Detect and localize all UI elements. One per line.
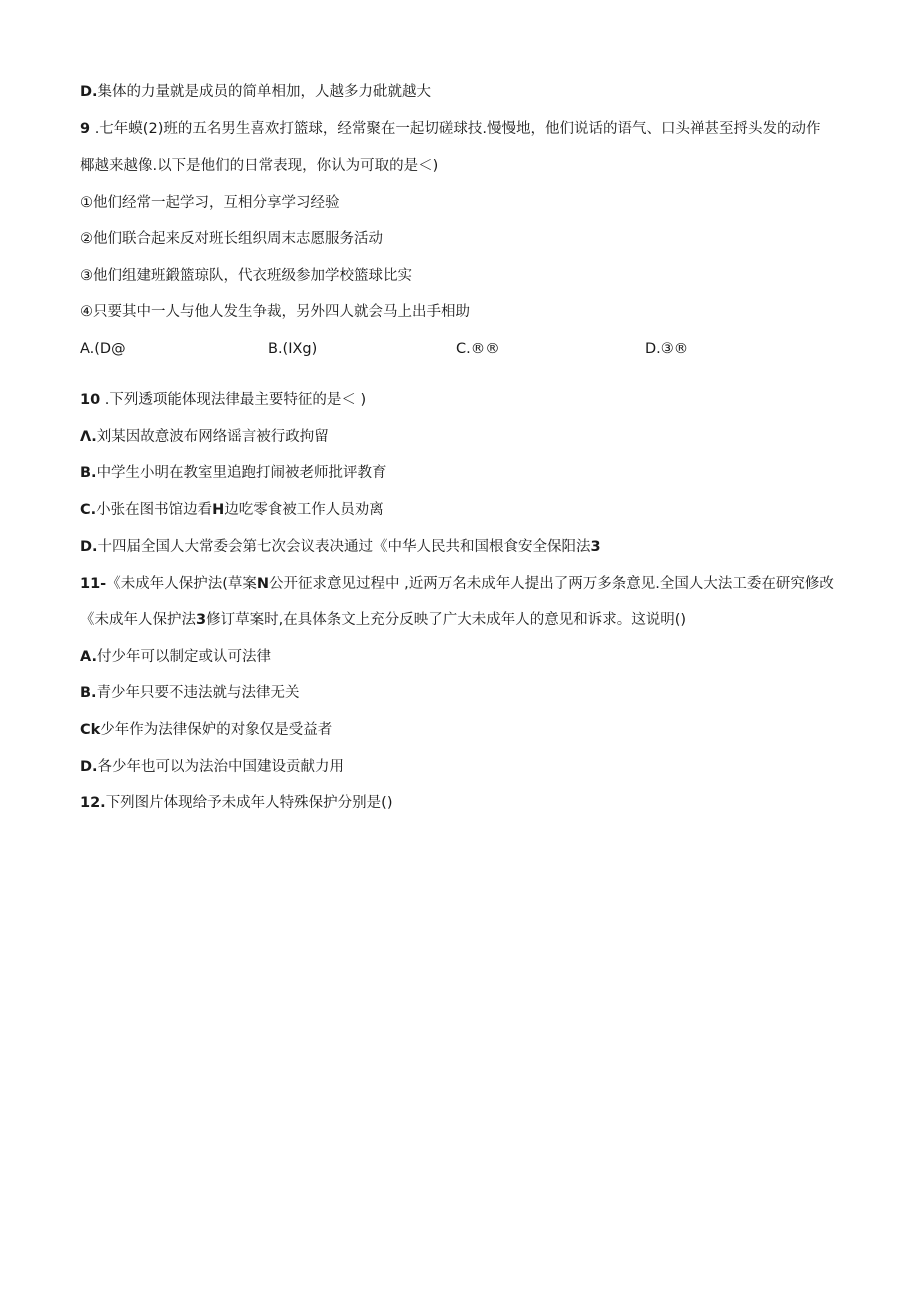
option-label: Ck: [80, 722, 101, 738]
option-label: A.: [80, 649, 97, 665]
option-text: 青少年只要不违法就与法律无关: [96, 685, 300, 701]
option-text: 付少年可以制定或认可法律: [97, 649, 271, 665]
q10-option-a: [80, 427, 329, 447]
option-label: D.: [80, 759, 98, 775]
q9-option-b: B.(IXg): [268, 341, 318, 357]
q9-statement-4: ④只要其中一人与他人发生争裁，另外四人就会马上出手相助: [80, 304, 470, 320]
question-text-bold: N: [256, 576, 269, 592]
option-text: 十四届全国人大常委会第七次会议表决通过《中华人民共和国根食安全保阳法: [97, 539, 591, 555]
option-text: 少年作为法律保妒的对象仅是受益者: [100, 722, 333, 738]
q10-option-b: [80, 463, 387, 483]
option-label: B.: [80, 465, 97, 481]
option-text: 中学生小明在教室里追跑打闹被老师批评教育: [96, 465, 387, 481]
q9-statement-1: ①他们经常一起学习，互相分享学习经验: [80, 195, 340, 211]
q9-option-d: D.③®: [645, 341, 689, 357]
option-text: 刘某因故意波布网络谣言被行政拘留: [96, 429, 329, 445]
q9-statement-3: ③他们组建班鍛篮琼队，代衣班级参加学校篮球比实: [80, 268, 412, 284]
q10-option-c: [80, 500, 384, 520]
option-label: D.: [80, 84, 98, 100]
q11-stem-line2: [80, 610, 686, 630]
option-text: 集体的力量就是成员的简单相加，人越多力砒就越大: [97, 84, 432, 100]
question-number: 9: [80, 121, 91, 137]
option-text-rest: 边吃零食被工作人员劝离: [224, 502, 384, 518]
question-text: 下列图片体现给予未成年人特殊保护分别是(): [105, 795, 393, 811]
option-label: Λ.: [80, 429, 97, 445]
option-text-tail: 3: [590, 539, 601, 555]
q11-option-d: [80, 757, 344, 777]
question-text: .七年蟆(2)班的五名男生喜欢打篮球，经常聚在一起切磋球技.慢慢地，他们说话的语气、口头禅甚至捋头发的动作: [90, 121, 821, 137]
q11-option-b: [80, 683, 300, 703]
option-text: 小张在图书馆边看: [96, 502, 213, 518]
q9-option-a: A.(D@: [80, 341, 126, 357]
question-text: 《未成年人保护法(草案: [106, 576, 257, 592]
question-number: 11-: [80, 576, 107, 592]
q11-stem-line1: [80, 574, 834, 594]
q10-option-d: [80, 537, 601, 557]
option-label: D.: [80, 539, 98, 555]
q12-stem: [80, 793, 393, 813]
q8-option-d: [80, 82, 431, 102]
q9-statement-2: ②他们联合起来反对班长组织周末志愿服务活动: [80, 231, 383, 247]
q9-stem-line1: [80, 119, 820, 139]
question-text: 《未成年人保护法: [80, 612, 196, 628]
question-text-rest: 公开征求意见过程中 ,近两万名未成年人提出了两万多条意见.全国人大法工委在研究修改: [269, 576, 834, 592]
option-text: 各少年也可以为法治中国建设贡献力用: [97, 759, 345, 775]
q11-option-c: [80, 720, 332, 740]
option-label: B.: [80, 685, 97, 701]
option-label: C.: [80, 502, 97, 518]
question-number: 12.: [80, 795, 106, 811]
q10-stem: [80, 390, 366, 410]
question-text: .下列透项能体现法律最主要特征的是＜ ): [100, 392, 367, 408]
q9-option-c: C.®®: [456, 341, 500, 357]
question-text-rest: 修订草案时,在具体条文上充分反映了广大未成年人的意见和诉求。这说明(): [206, 612, 687, 628]
q11-option-a: [80, 647, 271, 667]
question-text-bold: 3: [196, 612, 207, 628]
q9-stem-line2: 椰越来越像.以下是他们的日常表现，你认为可取的是＜): [80, 158, 439, 174]
question-number: 10: [80, 392, 101, 408]
option-text-bold: H: [212, 502, 225, 518]
